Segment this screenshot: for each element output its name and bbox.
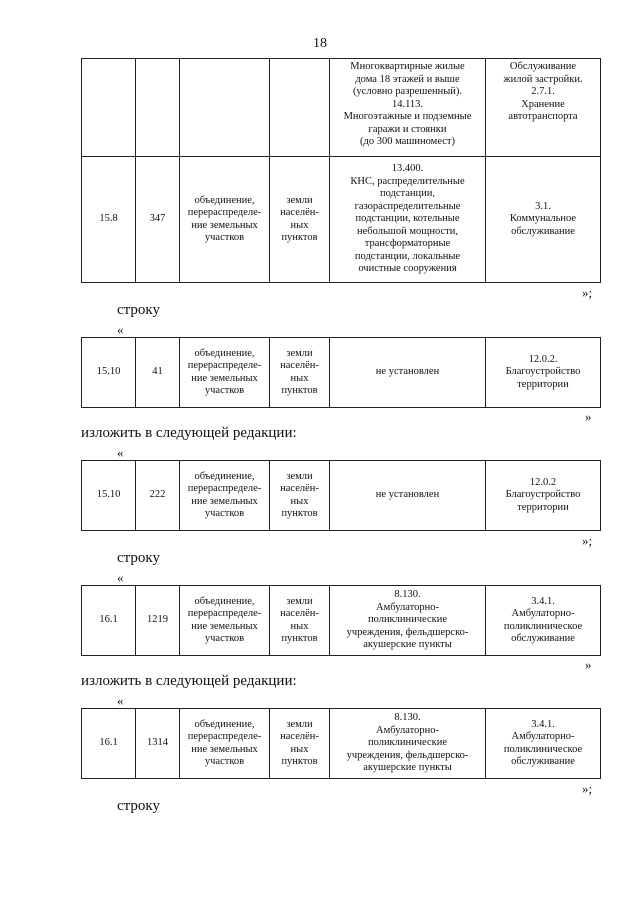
- table-1: [81, 58, 601, 283]
- label-izlozhit: изложить в следующей редакции:: [81, 673, 297, 689]
- table-row: [82, 338, 601, 408]
- table-cell: 8.130. Амбулаторно- поликлинические учреждения, фельдшерско- акушерские пункты: [330, 586, 486, 656]
- page-number: 18: [313, 36, 327, 51]
- table-cell: земли населён- ных пунктов: [270, 586, 330, 656]
- opening-quote: «: [117, 693, 124, 708]
- table-cell: объединение, перераспределе- ние земельных участков: [180, 461, 270, 531]
- table-cell: [270, 59, 330, 157]
- table-cell: 15.10: [82, 461, 136, 531]
- table-cell: объединение, перераспределе- ние земельных участков: [180, 709, 270, 779]
- table-4: [81, 585, 601, 656]
- table-cell: 15.8: [82, 157, 136, 283]
- table-cell: 16.1: [82, 586, 136, 656]
- table-cell: Обслуживание жилой застройки. 2.7.1. Хранение автотранспорта: [486, 59, 601, 157]
- table-cell: земли населён- ных пунктов: [270, 709, 330, 779]
- table-cell: 3.4.1. Амбулаторно- поликлиническое обслуживание: [486, 709, 601, 779]
- label-stroku: строку: [117, 302, 160, 318]
- closing-quote: »;: [582, 533, 593, 548]
- table-cell: 12.0.2 Благоустройство территории: [486, 461, 601, 531]
- label-stroku: строку: [117, 550, 160, 566]
- table-row: [82, 586, 601, 656]
- opening-quote: «: [117, 570, 124, 585]
- table-cell: 347: [136, 157, 180, 283]
- table-2: [81, 337, 601, 408]
- table-cell: земли населён- ных пунктов: [270, 157, 330, 283]
- table-cell: объединение, перераспределе- ние земельных участков: [180, 157, 270, 283]
- opening-quote: «: [117, 322, 124, 337]
- table-cell: не установлен: [330, 461, 486, 531]
- table-5: [81, 708, 601, 779]
- label-stroku: строку: [117, 798, 160, 814]
- table-cell: 3.4.1. Амбулаторно- поликлиническое обслуживание: [486, 586, 601, 656]
- table-cell: 3.1. Коммунальное обслуживание: [486, 157, 601, 283]
- table-cell: 41: [136, 338, 180, 408]
- table-cell: объединение, перераспределе- ние земельных участков: [180, 586, 270, 656]
- table-cell: 1219: [136, 586, 180, 656]
- closing-quote: »: [585, 409, 592, 424]
- table-cell: 16.1: [82, 709, 136, 779]
- table-cell: 12.0.2. Благоустройство территории: [486, 338, 601, 408]
- table-cell: [136, 59, 180, 157]
- table-cell: 222: [136, 461, 180, 531]
- closing-quote: »;: [582, 285, 593, 300]
- table-cell: земли населён- ных пунктов: [270, 338, 330, 408]
- closing-quote: »: [585, 657, 592, 672]
- table-cell: земли населён- ных пунктов: [270, 461, 330, 531]
- table-3: [81, 460, 601, 531]
- table-cell: Многоквартирные жилые дома 18 этажей и выше (условно разрешенный). 14.113. Многоэтажные и подземные гаражи и стоянки (до 300 машиномест): [330, 59, 486, 157]
- table-row: [82, 709, 601, 779]
- table-row: [82, 157, 601, 283]
- table-cell: 13.400. КНС, распределительные подстанции, газораспределительные подстанции, котельные небольшой мощности, трансформаторные подстанции, локальные очистные сооружения: [330, 157, 486, 283]
- table-cell: не установлен: [330, 338, 486, 408]
- opening-quote: «: [117, 445, 124, 460]
- table-cell: [82, 59, 136, 157]
- closing-quote: »;: [582, 781, 593, 796]
- table-cell: 1314: [136, 709, 180, 779]
- table-row: [82, 461, 601, 531]
- table-row: [82, 59, 601, 157]
- table-cell: объединение, перераспределе- ние земельных участков: [180, 338, 270, 408]
- table-cell: 15.10: [82, 338, 136, 408]
- table-cell: [180, 59, 270, 157]
- table-cell: 8.130. Амбулаторно- поликлинические учреждения, фельдшерско- акушерские пункты: [330, 709, 486, 779]
- label-izlozhit: изложить в следующей редакции:: [81, 425, 297, 441]
